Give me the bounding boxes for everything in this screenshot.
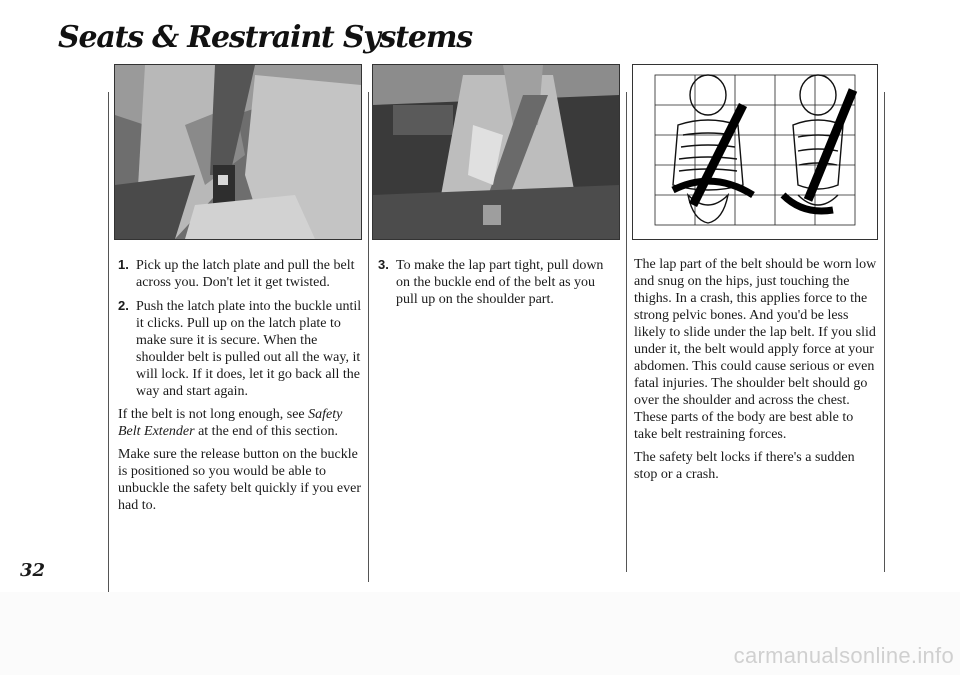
- watermark-text: carmanualsonline.info: [733, 643, 954, 668]
- lap-belt-paragraph: The lap part of the belt should be worn low and snug on the hips, just touching the thighs. In a crash, this applies force to the strong pelvic bones. And you'd be less likely to slide under the lap belt. If you slid under it, the belt would apply force at your abdomen. This could cause serious or even fatal injuries. The shoulder belt should go over the shoulder and across the chest. These parts of the body are best able to take belt restraining forces.: [634, 257, 877, 442]
- extender-reference: Safety Belt Extender: [118, 407, 343, 439]
- page-title: Seats & Restraint Systems: [58, 20, 472, 55]
- lock-paragraph: The safety belt locks if there's a sudden stop or a crash.: [634, 450, 855, 482]
- column-rule: [368, 92, 369, 582]
- step-2: [118, 297, 362, 400]
- step-text: Pick up the latch plate and pull the belt across you. Don't let it get twisted.: [136, 258, 355, 290]
- column-2-text: [378, 256, 618, 314]
- step-number: 1.: [118, 257, 129, 272]
- latch-plate-photo: [114, 64, 362, 240]
- step-1: [118, 256, 362, 291]
- release-button-paragraph: Make sure the release button on the buckle is positioned so you would be able to unbuckle the safety belt quickly if you ever had to.: [118, 447, 361, 513]
- belt-position-diagram: [632, 64, 878, 240]
- step-text: Push the latch plate into the buckle until it clicks. Pull up on the latch plate to make sure it is secure. When the shoulder belt is pulled out all the way, it will lock. If it does, let it go back all the way and start again.: [136, 299, 362, 399]
- step-3: [378, 256, 618, 308]
- column-rule: [626, 92, 627, 572]
- column-1-text: [118, 256, 362, 520]
- extender-paragraph: [118, 406, 362, 440]
- lap-belt-photo: [372, 64, 620, 240]
- paragraph-text: If the belt is not long enough, see: [118, 407, 309, 422]
- step-text: To make the lap part tight, pull down on the buckle end of the belt as you pull up on the shoulder part.: [396, 258, 604, 307]
- step-number: 3.: [378, 257, 389, 272]
- margin-rule: [108, 92, 109, 592]
- step-number: 2.: [118, 298, 129, 313]
- column-rule: [884, 92, 885, 572]
- paragraph-text: at the end of this section.: [194, 424, 339, 439]
- page-number: 32: [20, 560, 46, 581]
- watermark-band: [0, 592, 960, 675]
- column-3-text: [634, 256, 878, 489]
